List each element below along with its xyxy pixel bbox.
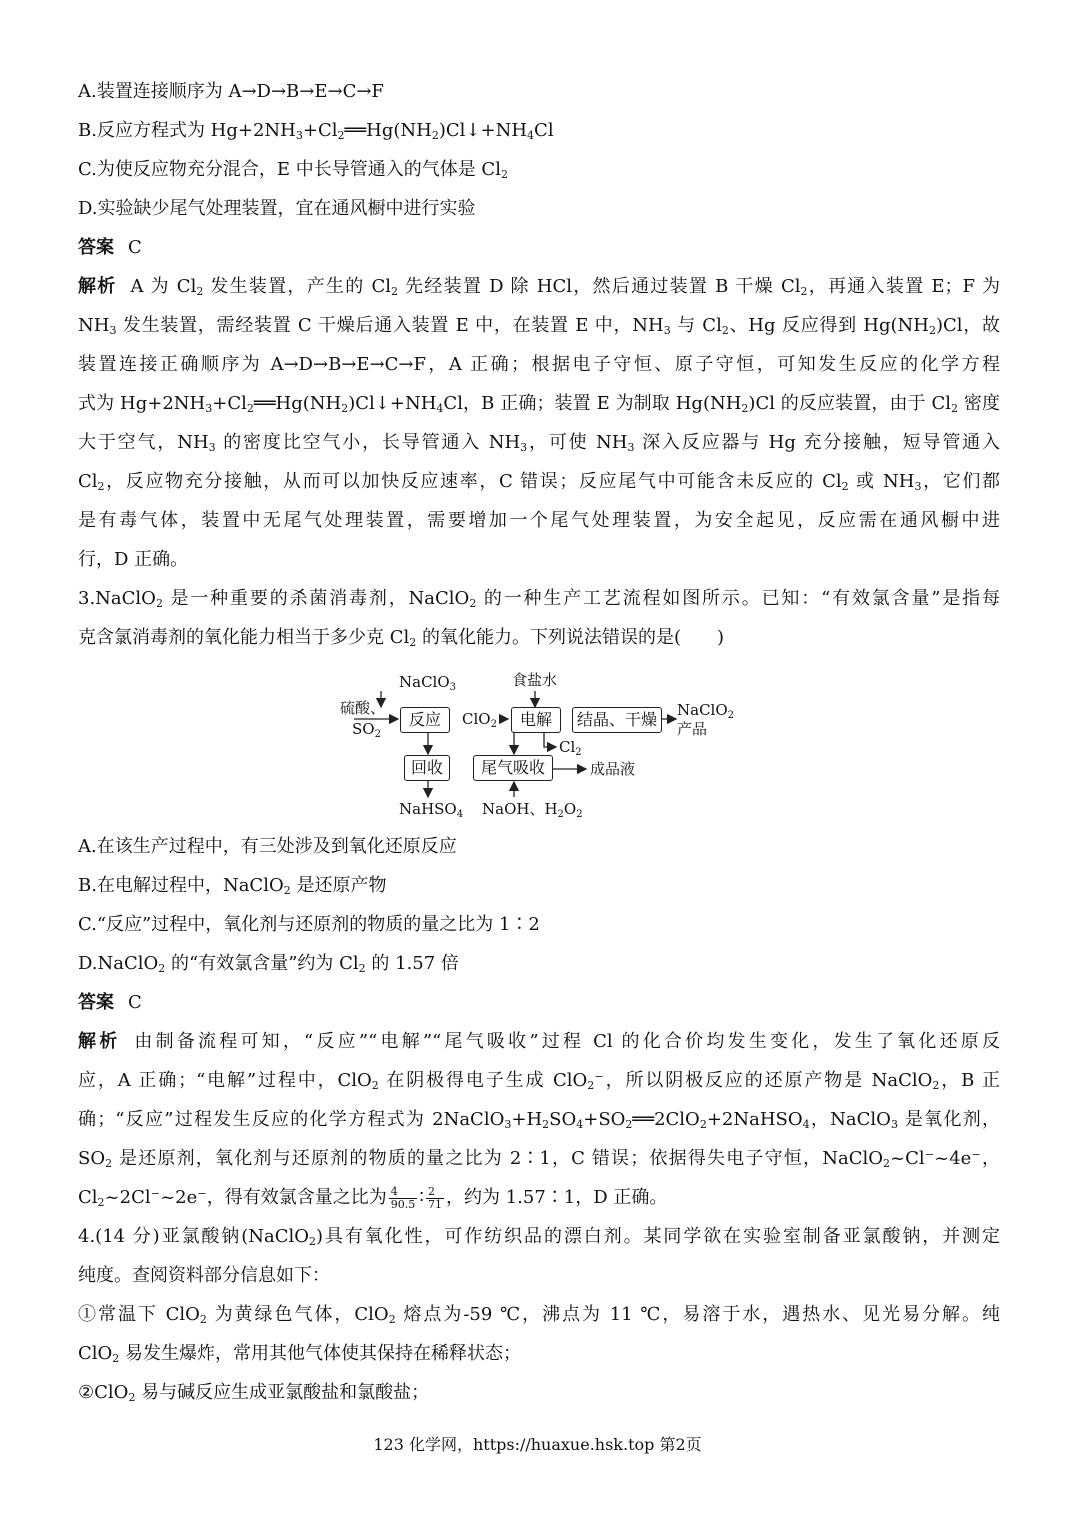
nahso4-label: NaHSO$_4$ — [399, 800, 464, 820]
cl2-output-label: $Cl_2$ — [559, 738, 582, 758]
finished-liquid-label: 成品液 — [590, 760, 636, 778]
q2-analysis-line: $Cl_2$，反应物充分接触，从而可以加快反应速率，C 错误；反应尾气中可能含未反应的 $Cl_2$ 或 $NH_3$，它们都 — [78, 471, 1000, 493]
q2-option-c: C.为使反应物充分混合，E 中长导管通入的气体是 $Cl_2$ — [78, 159, 508, 181]
electrolysis-box: 电解 — [511, 707, 561, 733]
q3-analysis-line: 解析 由制备流程可知，“反应”“电解”“尾气吸收”过程 Cl 的化合价均发生变化，发生了氧化还原反 — [78, 1031, 1000, 1052]
recycle-box: 回收 — [404, 755, 450, 781]
so2-label: $SO_2$ — [352, 720, 381, 740]
q3-stem-line: 克含氯消毒剂的氧化能力相当于多少克 $Cl_2$ 的氧化能力。下列说法错误的是( ) — [78, 627, 725, 649]
q2-analysis-line: 装置连接正确顺序为 A→D→B→E→C→F，A 正确；根据电子守恒、原子守恒，可知发生反应的化学方程 — [78, 354, 1000, 375]
process-flow-diagram — [78, 657, 1000, 827]
page-content — [78, 72, 1000, 1412]
q4-line: 纯度。查阅资料部分信息如下： — [78, 1265, 330, 1286]
q3-stem — [78, 579, 1000, 657]
q2-analysis-line: 行，D 正确。 — [78, 549, 189, 570]
q3-option-b: B.在电解过程中，NaClO$_2$ 是还原产物 — [78, 875, 387, 897]
q4-line: ClO$_2$ 易发生爆炸，常用其他气体使其保持在稀释状态； — [78, 1343, 522, 1365]
q3-answer: 答案 C — [78, 992, 142, 1013]
q3-analysis — [78, 1022, 1000, 1217]
q3-analysis-line: $SO_2$ 是还原剂，氧化剂与还原剂的物质的量之比为 2∶1，C 错误；依据得失电子守恒，NaClO$_2$~Cl⁻~4e⁻， — [78, 1148, 1000, 1170]
page-footer: 123 化学网，https://huaxue.hsk.top 第2页 — [373, 1435, 702, 1454]
naoh-h2o2-label: NaOH、$H_2O_2$ — [482, 800, 583, 820]
q2-analysis-line: 大于空气，$NH_3$ 的密度比空气小，长导管通入 $NH_3$，可使 $NH_3$ 深入反应器与 Hg 充分接触，短导管通入 — [78, 432, 1000, 454]
product-word-label: 产品 — [677, 720, 708, 738]
q4-line: 4.(14 分)亚氯酸钠(NaClO$_2$)具有氧化性，可作纺织品的漂白剂。某同学欲在实验室制备亚氯酸钠，并测定 — [78, 1226, 1000, 1248]
q2-analysis-line: 是有毒气体，装置中无尾气处理装置，需要增加一个尾气处理装置，为安全起见，反应需在通风橱中进 — [78, 510, 1000, 531]
q4-line: ①常温下 ClO$_2$ 为黄绿色气体，ClO$_2$ 熔点为-59 ℃，沸点为 11 ℃，易溶于水，遇热水、见光易分解。纯 — [78, 1304, 1000, 1326]
q2-analysis-line: 式为 $Hg+2NH_3+Cl_2══Hg(NH_2)Cl↓+NH_4Cl$，B 正确；装置 E 为制取 $Hg(NH_2)Cl$ 的反应装置，由于 $Cl_2$ 密度 — [78, 393, 1000, 415]
fraction-2-over-71: $\frac{2}{71}$ — [427, 1184, 442, 1211]
q4-question — [78, 1217, 1000, 1412]
q2-option-d: D.实验缺少尾气处理装置，宜在通风橱中进行实验 — [78, 198, 476, 219]
q3-analysis-line: $Cl_2\sim 2Cl^-\sim 2e^-$，得有效氯含量之比为 $\frac{4}{90.5}$ ∶ $\frac{2}{71}$ ，约为 1.57∶1，D 正确。 — [78, 1184, 668, 1211]
clo2-label: ClO$_2$ — [462, 710, 497, 730]
tail-gas-absorption-box: 尾气吸收 — [473, 755, 553, 781]
q3-analysis-line: 应，A 正确；“电解”过程中，ClO$_2$ 在阴极得电子生成 ClO$_2$⁻，所以阴极反应的还原产物是 NaClO$_2$，B 正 — [78, 1070, 1000, 1092]
fraction-4-over-90-5: $\frac{4}{90.5}$ — [390, 1184, 416, 1211]
reaction-box: 反应 — [400, 707, 450, 733]
q2-analysis-line: 解析 A 为 $Cl_2$ 发生装置，产生的 $Cl_2$ 先经装置 D 除 HCl，然后通过装置 B 干燥 $Cl_2$，再通入装置 E；F 为 — [78, 276, 1000, 298]
q2-analysis — [78, 267, 1000, 579]
crystallize-dry-box: 结晶、干燥 — [572, 707, 662, 733]
q3-analysis-line: 确；“反应”过程发生反应的化学方程式为 $2NaClO_3+H_2SO_4+SO_2══2ClO_2+2NaHSO_4$，NaClO$_3$ 是氧化剂， — [78, 1109, 1000, 1131]
naclo3-input-label: NaClO$_3$ — [399, 673, 457, 693]
q3-stem-line: 3.NaClO$_2$ 是一种重要的杀菌消毒剂，NaClO$_2$ 的一种生产工艺流程如图所示。已知：“有效氯含量”是指每 — [78, 588, 1000, 610]
salt-water-label: 食盐水 — [512, 671, 558, 689]
q3-option-a: A.在该生产过程中，有三处涉及到氧化还原反应 — [78, 836, 457, 857]
q2-option-a: A.装置连接顺序为 A→D→B→E→C→F — [78, 81, 384, 102]
q2-answer: 答案 C — [78, 237, 142, 258]
q4-line: ②ClO$_2$ 易与碱反应生成亚氯酸盐和氯酸盐； — [78, 1382, 430, 1404]
q2-analysis-line: $NH_3$ 发生装置，需经装置 C 干燥后通入装置 E 中，在装置 E 中，$NH_3$ 与 $Cl_2$、Hg 反应得到 $Hg(NH_2)Cl$，故 — [78, 315, 1000, 337]
naclo2-product-label: NaClO$_2$ — [677, 701, 735, 721]
acid-label: 硫酸、 — [340, 699, 386, 717]
q3-option-c: C.“反应”过程中，氧化剂与还原剂的物质的量之比为 1∶2 — [78, 914, 540, 935]
q3-option-d: D.NaClO$_2$ 的“有效氯含量”约为 $Cl_2$ 的 1.57 倍 — [78, 953, 459, 975]
q2-option-b: B.反应方程式为 $Hg+2NH_3+Cl_2══Hg(NH_2)Cl↓+NH_4Cl$ — [78, 120, 554, 142]
